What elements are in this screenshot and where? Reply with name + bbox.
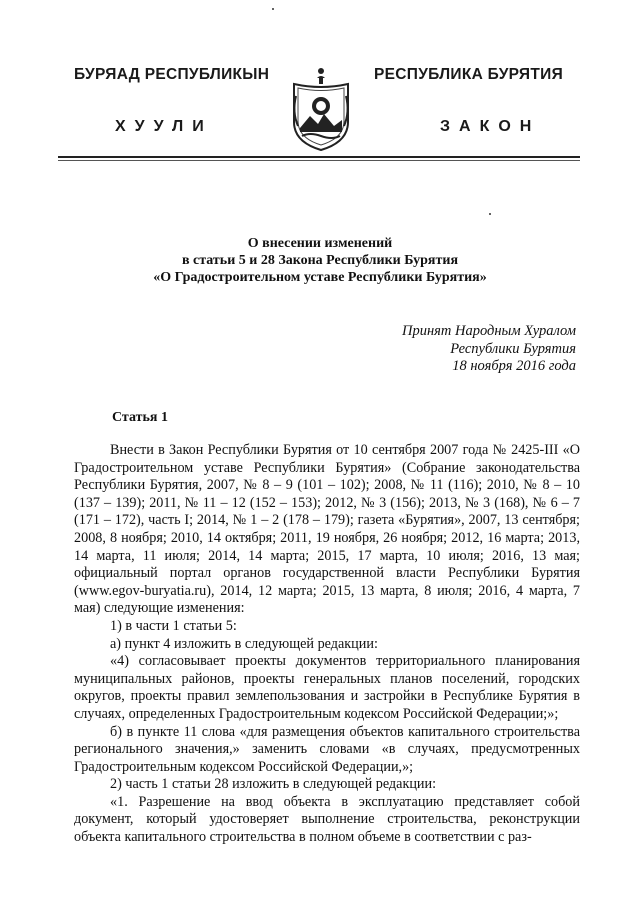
paragraph: 1) в части 1 статьи 5: [110,617,237,634]
law-title-line: в статьи 5 и 28 Закона Республики Бурятия [181,253,459,268]
header-right-title: РЕСПУБЛИКА БУРЯТИЯ [374,66,564,83]
paragraph: а) пункт 4 изложить в следующей редакции: [110,635,378,652]
coat-of-arms-icon [290,62,352,152]
header-right-subtitle: ЗАКОН [440,118,541,135]
header-rule-thick [58,156,580,158]
article-body [74,442,580,847]
header-left-title: БУРЯАД РЕСПУБЛИКЫН [74,66,270,83]
adoption-line: Принят Народным Хуралом [401,323,576,339]
law-title-line: О внесении изменений [247,236,393,251]
paragraph: б) в пункте 11 слова «для размещения объектов капитального строительства регионального значения,» заменить словами «в случаях, предусмотренных Градостроительным кодексом Российской Федерации,»; [74,723,580,775]
adoption-note [402,323,576,376]
law-title [60,235,580,286]
adoption-line: Республики Бурятия [450,340,576,357]
paragraph: 2) часть 1 статьи 28 изложить в следующей редакции: [110,776,437,793]
paragraph: «1. Разрешение на ввод объекта в эксплуатацию представляет собой документ, который удостоверяет выполнение строительства, реконструкции объекта капитального строительства в полном объеме в соответствии с раз- [74,793,580,846]
paragraph: «4) согласовывает проекты документов территориального планирования муниципальных районов, проекты генеральных планов поселений, городских округов, проекты правил землепользования и застройки в Республике Бурятия в случаях, определенных Градостроительным кодексом Российской Федерации;»; [74,653,580,722]
scan-speck [272,8,274,10]
law-title-line: «О Градостроительном уставе Республики Бурятия» [153,270,487,285]
article-heading: Статья 1 [112,410,168,425]
paragraph: Внести в Закон Республики Бурятия от 10 сентября 2007 года № 2425-III «О Градостроительном уставе Республики Бурятия» (Собрание законодательства Республики Бурятия, 2007, № 8 – 9 (101 – 102); 2008, № 11 (116); 2010, № 8 – 10 (137 – 139); 2011, № 11 – 12 (152 – 153); 2012, № 3 (156); 2013, № 3 (168), № 6 – 7 (171 – 172), часть I; 2014, № 1 – 2 (178 – 179); газета «Бурятия», 2007, 13 сентября; 2008, 8 ноября; 2010, 14 октября; 2011, 19 ноября, 26 ноября; 2012, 16 марта; 2013, 14 марта, 11 июля; 2014, 14 марта; 2015, 17 марта, 10 июля; 2016, 13 мая; официальный портал органов государственной власти Республики Бурятия (www.egov-buryatia.ru), 2014, 12 марта; 2015, 13 марта, 8 июля; 2016, 4 марта, 7 мая) следующие изменения: [74,442,580,617]
scan-speck [489,213,491,215]
header-rule-thin [58,160,580,161]
adoption-date: 18 ноября 2016 года [452,358,576,374]
header-left-subtitle: ХУУЛИ [115,118,213,135]
